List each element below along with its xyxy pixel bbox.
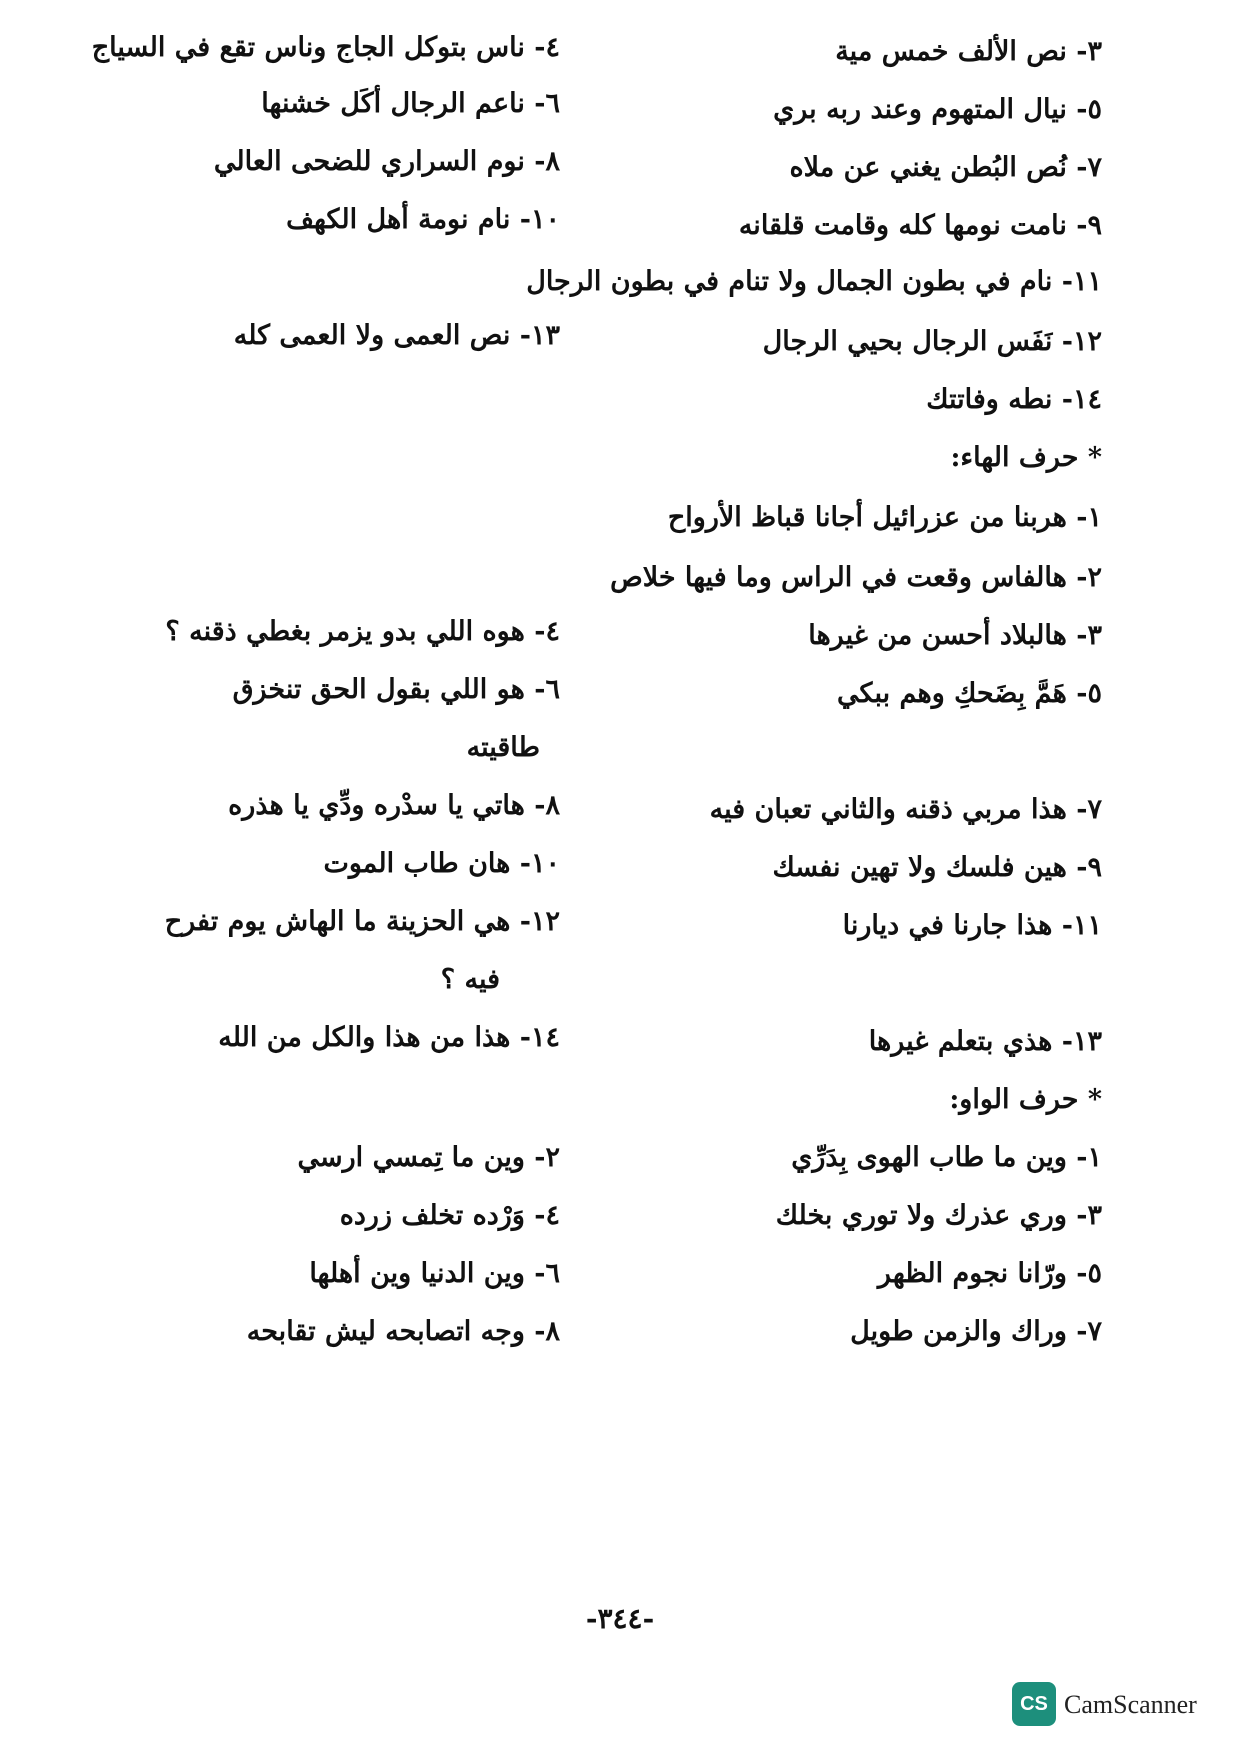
proverb-line: ٢- هالفاس وقعت في الراس وما فيها خلاص	[610, 562, 1102, 593]
camscanner-badge-text: CS	[1020, 1692, 1048, 1715]
proverb-line: ٢- وين ما تِمسي ارسي	[297, 1142, 560, 1173]
proverb-line: ٦- ناعم الرجال أكَل خشنها	[261, 88, 560, 119]
proverb-line: ٥- ورّانا نجوم الظهر	[877, 1258, 1102, 1289]
proverb-line: ١١- نام في بطون الجمال ولا تنام في بطون الرجال	[526, 266, 1102, 297]
proverb-line: ٤- هوه اللي بدو يزمر بغطي ذقنه ؟	[165, 616, 560, 647]
proverb-line: ٣- هالبلاد أحسن من غيرها	[808, 620, 1102, 651]
proverb-line: ٥- هَمَّ بِضَحكِ وهم ببكي	[837, 678, 1102, 709]
section-heading-waw: * حرف الواو:	[949, 1084, 1102, 1115]
proverb-line: ٧- هذا مربي ذقنه والثاني تعبان فيه	[709, 794, 1102, 825]
proverb-line: ٧- نُص البُطن يغني عن ملاه	[789, 152, 1102, 183]
proverb-line: ٨- هاتي يا سدْره ودِّي يا هذره	[228, 790, 560, 821]
proverb-line: ٤- ناس بتوكل الجاج وناس تقع في السياج	[91, 32, 560, 63]
proverb-line: ٧- وراك والزمن طويل	[850, 1316, 1102, 1347]
proverb-line: ٨- نوم السراري للضحى العالي	[213, 146, 560, 177]
section-heading-haa: * حرف الهاء:	[950, 442, 1102, 473]
proverb-line: ١٣- نص العمى ولا العمى كله	[233, 320, 560, 351]
page-number: -٣٤٤-	[585, 1602, 655, 1635]
proverb-line: ١٢- نَفَس الرجال بحيي الرجال	[762, 326, 1102, 357]
proverb-line: ١٣- هذي بتعلم غيرها	[868, 1026, 1102, 1057]
proverb-line: ٥- نيال المتهوم وعند ربه بري	[773, 94, 1102, 125]
proverb-line: ١- وين ما طاب الهوى بِدَرِّي	[791, 1142, 1102, 1173]
proverb-line: ٤- وَرْده تخلف زرده	[339, 1200, 560, 1231]
proverb-line: ١١- هذا جارنا في ديارنا	[842, 910, 1102, 941]
camscanner-logo-icon	[1012, 1682, 1056, 1726]
proverb-line: ٦- هو اللي بقول الحق تنخزق	[232, 674, 560, 705]
proverb-line: ٦- وين الدنيا وين أهلها	[309, 1258, 560, 1289]
proverb-line: ٩- هين فلسك ولا تهين نفسك	[772, 852, 1102, 883]
proverb-line: ١- هربنا من عزرائيل أجانا قباظ الأرواح	[667, 502, 1102, 533]
proverb-line-continuation: فيه ؟	[440, 964, 500, 995]
proverb-line: ٣- وري عذرك ولا توري بخلك	[775, 1200, 1102, 1231]
proverb-line: ٨- وجه اتصابحه ليش تقابحه	[246, 1316, 560, 1347]
proverb-line: ١٤- نطه وفاتتك	[926, 384, 1102, 415]
proverb-line: ٩- نامت نومها كله وقامت قلقانه	[738, 210, 1102, 241]
camscanner-watermark: CamScanner	[1064, 1690, 1197, 1719]
proverb-line: ١٢- هي الحزينة ما الهاش يوم تفرح	[164, 906, 560, 937]
proverb-line: ١٠- نام نومة أهل الكهف	[286, 204, 560, 235]
proverb-line-continuation: طاقيته	[466, 732, 540, 763]
proverb-line: ١٤- هذا من هذا والكل من الله	[218, 1022, 560, 1053]
proverb-line: ١٠- هان طاب الموت	[323, 848, 560, 879]
proverb-line: ٣- نص الألف خمس مية	[835, 36, 1102, 67]
